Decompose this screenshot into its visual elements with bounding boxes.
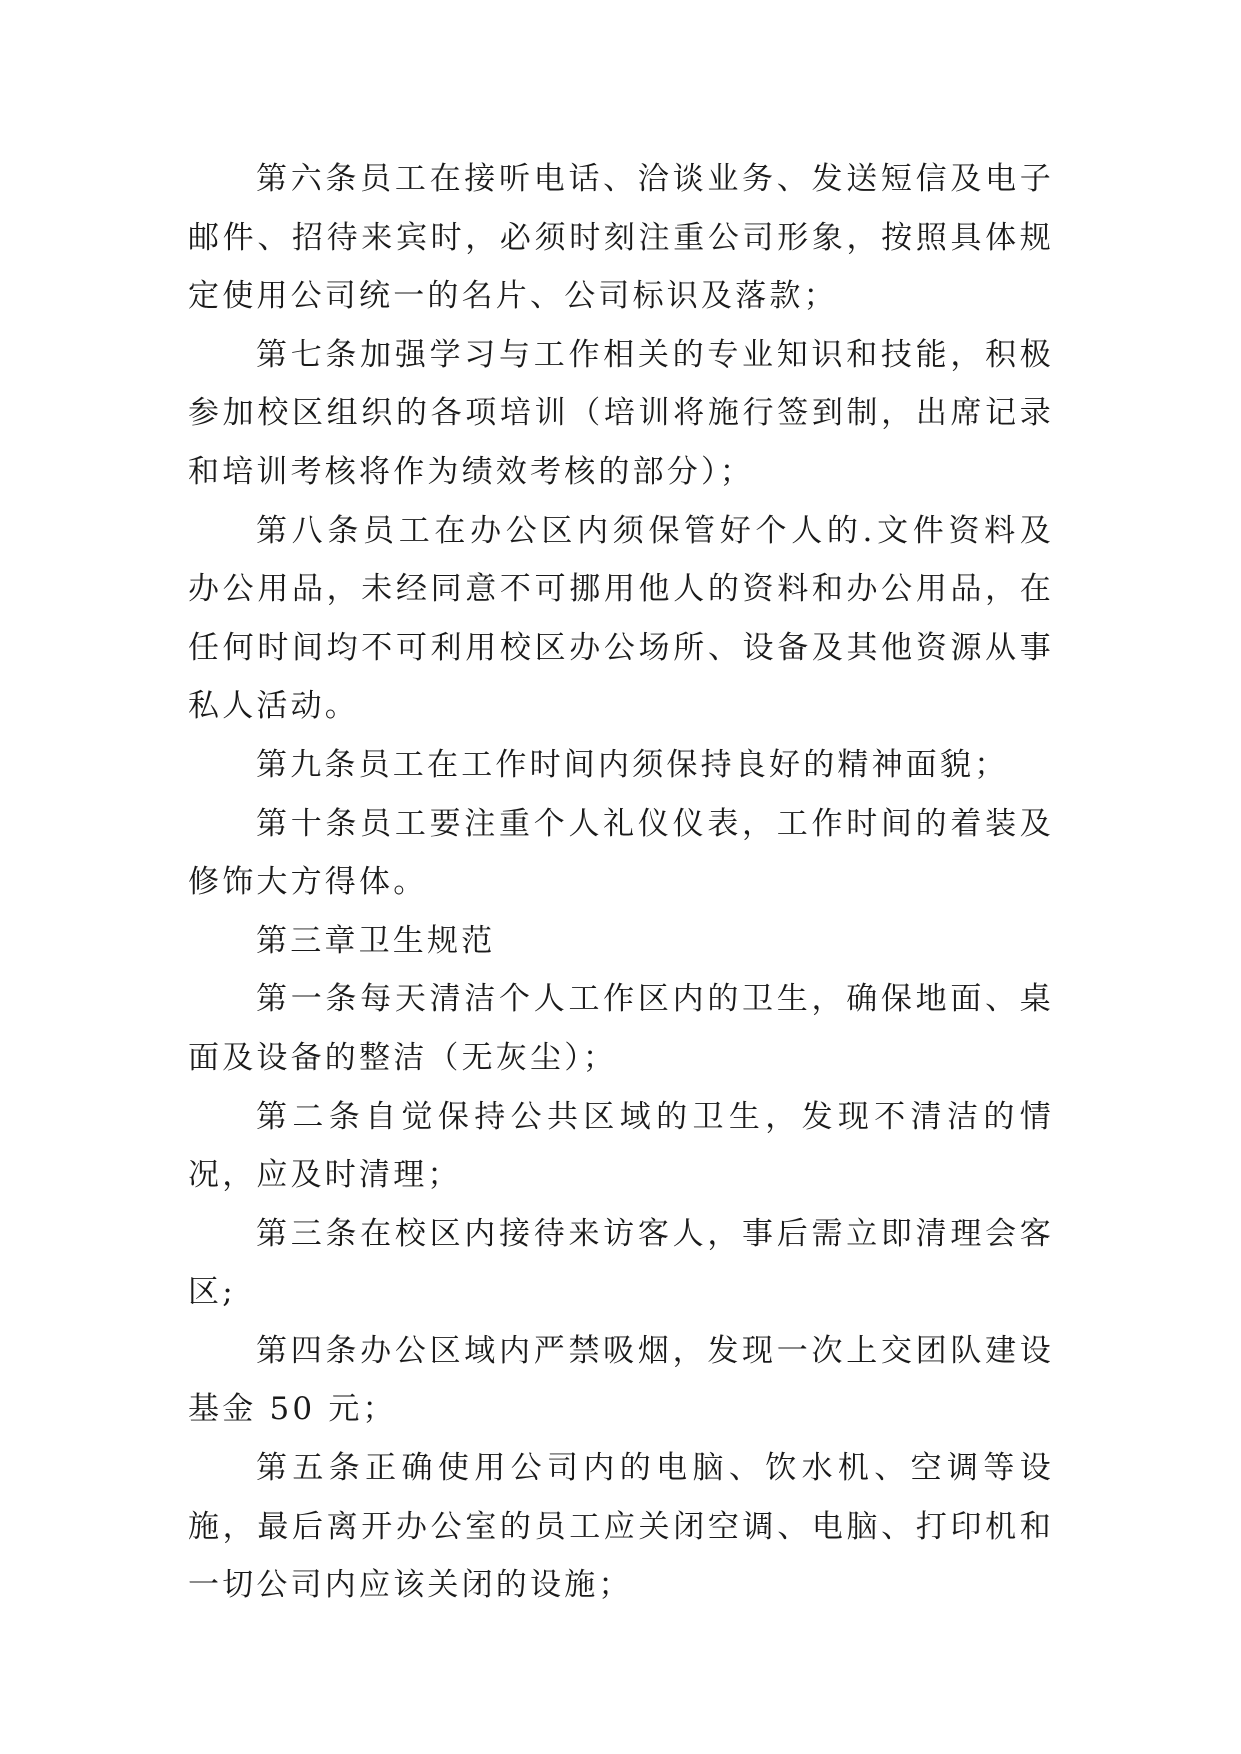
article-7-paragraph: 第七条加强学习与工作相关的专业知识和技能，积极参加校区组织的各项培训（培训将施行签到制，出席记录和培训考核将作为绩效考核的部分）； — [188, 336, 1054, 490]
hygiene-article-2-paragraph: 第二条自觉保持公共区域的卫生，发现不清洁的情况，应及时清理； — [188, 1098, 1054, 1194]
article-8-paragraph: 第八条员工在办公区内须保管好个人的.文件资料及办公用品，未经同意不可挪用他人的资料和办公用品，在任何时间均不可利用校区办公场所、设备及其他资源从事私人活动。 — [188, 512, 1054, 725]
hygiene-article-3-paragraph: 第三条在校区内接待来访客人，事后需立即清理会客区; — [188, 1215, 1054, 1311]
hygiene-article-1-paragraph: 第一条每天清洁个人工作区内的卫生，确保地面、桌面及设备的整洁（无灰尘）； — [188, 981, 1054, 1076]
chapter-3-heading: 第三章卫生规范 — [256, 922, 496, 959]
article-10-paragraph: 第十条员工要注重个人礼仪仪表，工作时间的着装及修饰大方得体。 — [188, 805, 1054, 901]
hygiene-article-5-paragraph: 第五条正确使用公司内的电脑、饮水机、空调等设施，最后离开办公室的员工应关闭空调、电脑、打印机和一切公司内应该关闭的设施； — [188, 1450, 1054, 1604]
article-9-paragraph: 第九条员工在工作时间内须保持良好的精神面貌； — [256, 746, 1009, 783]
hygiene-article-4-paragraph: 第四条办公区域内严禁吸烟，发现一次上交团队建设基金 50 元； — [188, 1332, 1054, 1428]
document-body — [188, 150, 1054, 1615]
article-6-paragraph: 第六条员工在接听电话、洽谈业务、发送短信及电子邮件、招待来宾时，必须时刻注重公司形象，按照具体规定使用公司统一的名片、公司标识及落款； — [188, 161, 1054, 315]
